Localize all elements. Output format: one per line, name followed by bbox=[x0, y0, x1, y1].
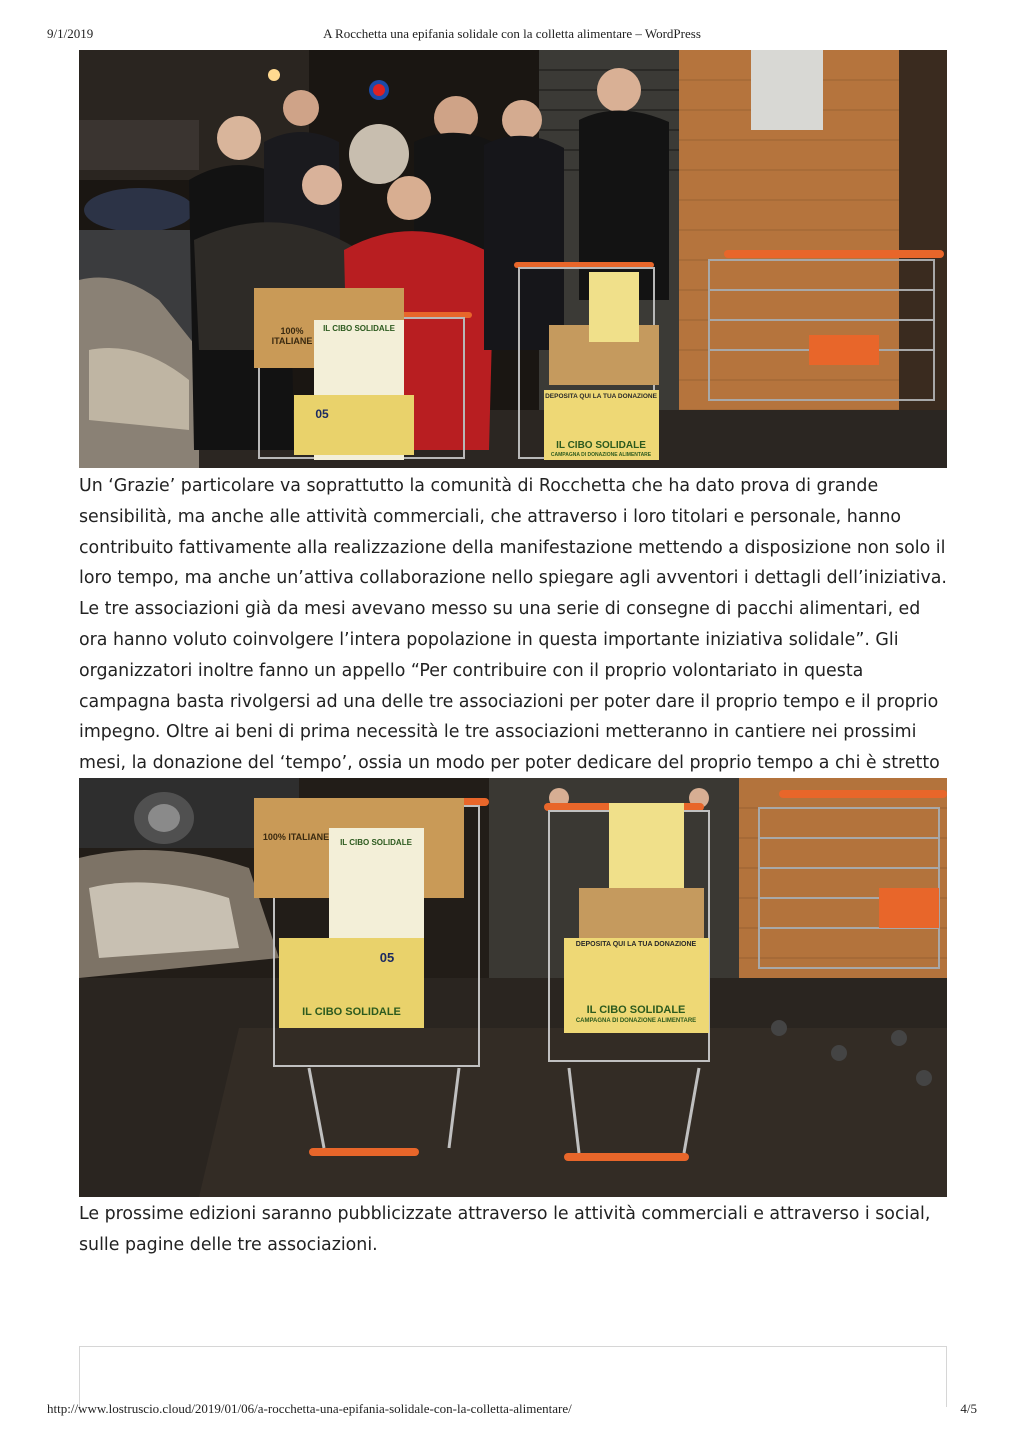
photo-2-poster-title: IL CIBO SOLIDALE bbox=[340, 838, 412, 847]
article-paragraph-1: Un ‘Grazie’ particolare va soprattutto la comunità di Rocchetta che ha dato prova di grande sensibilità, ma anche alle attività commerciali, che attraverso i loro titolari e personale, hanno contribuito fattivamente alla realizzazione della manifestazione mettendo a disposizione non solo il loro tempo, ma anche un’attiva collaborazione nello spiegare agli avventori i dettagli dell’iniziativa. Le tre associazioni già da mesi avevano messo su una serie di consegne di pacchi alimentari, ed ora hanno voluto coinvolgere l’intera popolazione in questa importante iniziativa solidale”. Gli organizzatori inoltre fanno un appello “Per contribuire con il proprio volontariato in questa campagna basta rivolgersi ad una delle tre associazioni per poter dare il proprio tempo e il proprio impegno. Oltre ai beni di prima necessità le tre associazioni metteranno in cantiere nei prossimi mesi, la donazione del ‘tempo’, ossia un modo per poter dedicare del proprio tempo a chi è stretto bbox=[79, 476, 947, 774]
article-paragraph-2: Le prossime edizioni saranno pubblicizzate attraverso le attività commerciali e attraverso i social, sulle pagine delle tre associazioni. bbox=[79, 1204, 931, 1255]
photo-2-poster-date: 05 bbox=[379, 950, 395, 965]
comment-box bbox=[79, 1346, 947, 1407]
photo-volunteers-illustration bbox=[79, 50, 947, 468]
photo-1-poster-banner: DEPOSITA QUI LA TUA DONAZIONE bbox=[545, 393, 657, 400]
print-header bbox=[47, 26, 977, 44]
photo-1-poster-title: IL CIBO SOLIDALE bbox=[323, 324, 395, 333]
photo-2-poster-subtitle: CAMPAGNA DI DONAZIONE ALIMENTARE bbox=[575, 1018, 697, 1024]
print-page-number: 4/5 bbox=[960, 1401, 977, 1416]
photo-carts-illustration bbox=[79, 778, 947, 1197]
photo-1-poster-title-2: IL CIBO SOLIDALE bbox=[556, 440, 646, 451]
print-page-title: A Rocchetta una epifania solidale con la colletta alimentare – WordPress bbox=[323, 26, 701, 41]
print-url: http://www.lostruscio.cloud/2019/01/06/a-rocchetta-una-epifania-solidale-con-la-colletta-alimentare/ bbox=[47, 1401, 572, 1416]
photo-2-box-label: 100% ITALIANE bbox=[262, 832, 330, 842]
article-photo-volunteers bbox=[79, 50, 947, 468]
photo-2-poster-title-3: IL CIBO SOLIDALE bbox=[586, 1004, 686, 1016]
photo-1-poster-subtitle: CAMPAGNA DI DONAZIONE ALIMENTARE bbox=[550, 452, 652, 458]
photo-1-box-label: 100% ITALIANE bbox=[271, 326, 313, 346]
photo-1-poster-date: 05 bbox=[315, 407, 329, 421]
photo-2-poster-banner: DEPOSITA QUI LA TUA DONAZIONE bbox=[575, 941, 697, 948]
print-date: 9/1/2019 bbox=[47, 26, 94, 41]
article-photo-carts bbox=[79, 778, 947, 1197]
photo-2-poster-title-2: IL CIBO SOLIDALE bbox=[302, 1006, 401, 1018]
print-footer bbox=[47, 1401, 977, 1419]
